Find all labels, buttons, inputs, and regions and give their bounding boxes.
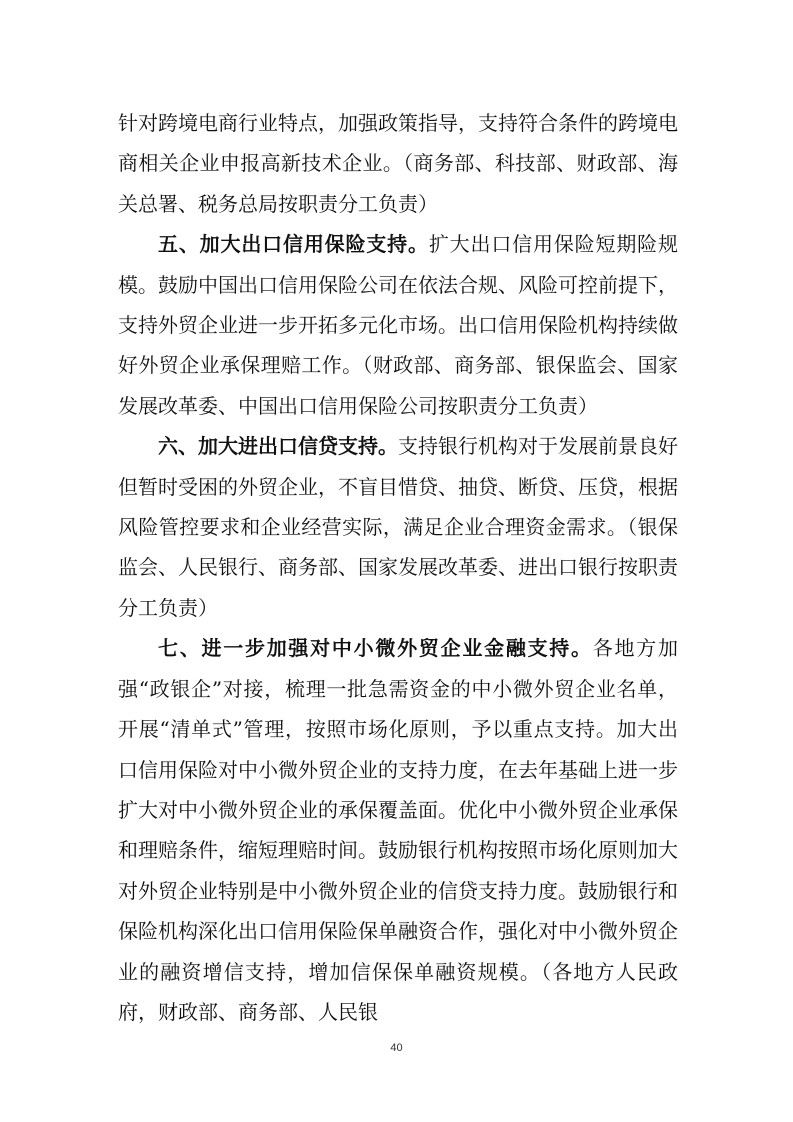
paragraph-text: 扩大出口信用保险短期险规模。鼓励中国出口信用保险公司在依法合规、风险可控前提下，支持外贸企业进一步开拓多元化市场。出口信用保险机构持续做好外贸企业承保理赔工作。（财政部、商务部、银保监会、国家发展改革委、中国出口信用保险公司按职责分工负责）	[118, 232, 679, 418]
paragraph-cross-border-ecommerce	[118, 103, 678, 224]
paragraph-export-credit-insurance	[118, 224, 678, 426]
section-heading-five: 五、加大出口信用保险支持。	[158, 232, 429, 257]
document-body	[118, 103, 678, 1032]
paragraph-import-export-credit	[118, 426, 678, 628]
paragraph-text: 针对跨境电商行业特点，加强政策指导，支持符合条件的跨境电商相关企业申报高新技术企业。（商务部、科技部、财政部、海关总署、税务总局按职责分工负责）	[118, 111, 678, 216]
page-number: 40	[390, 1042, 403, 1054]
section-heading-six: 六、加大进出口信贷支持。	[158, 434, 398, 459]
paragraph-sme-financial-support	[118, 628, 678, 1032]
section-heading-seven: 七、进一步加强对中小微外贸企业金融支持。	[158, 636, 593, 661]
paragraph-text: 支持银行机构对于发展前景良好但暂时受困的外贸企业，不盲目惜贷、抽贷、断贷、压贷，根据风险管控要求和企业经营实际，满足企业合理资金需求。（银保监会、人民银行、商务部、国家发展改革委、进出口银行按职责分工负责）	[118, 434, 678, 620]
paragraph-text: 各地方加强“政银企”对接，梳理一批急需资金的中小微外贸企业名单，开展“清单式”管理，按照市场化原则，予以重点支持。加大出口信用保险对中小微外贸企业的支持力度，在去年基础上进一步扩大对中小微外贸企业的承保覆盖面。优化中小微外贸企业承保和理赔条件，缩短理赔时间。鼓励银行机构按照市场化原则加大对外贸企业特别是中小微外贸企业的信贷支持力度。鼓励银行和保险机构深化出口信用保险保单融资合作，强化对中小微外贸企业的融资增信支持，增加信保保单融资规模。（各地方人民政府，财政部、商务部、人民银	[118, 636, 679, 1024]
